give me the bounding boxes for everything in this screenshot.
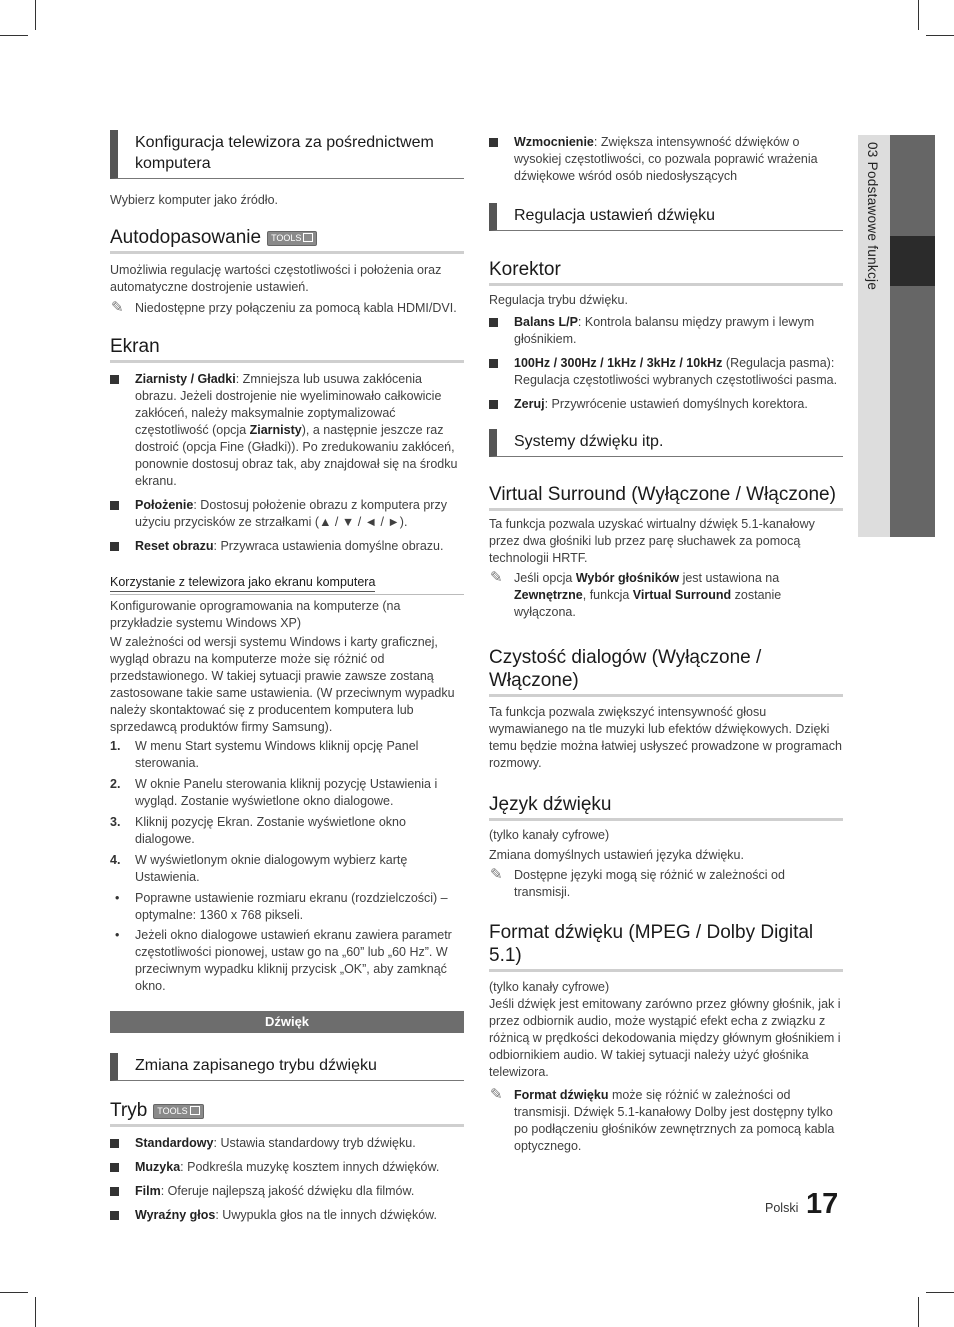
option-label: Ziarnisty	[249, 423, 302, 437]
list-item	[110, 538, 464, 555]
step-number: 3.	[110, 815, 121, 829]
list-item	[110, 776, 464, 810]
audio-language-p2: Zmiana domyślnych ustawień języka dźwięku.	[489, 848, 744, 862]
step-number: 2.	[110, 777, 121, 791]
mode-title-text: Tryb	[110, 1100, 148, 1121]
option-text: : Przywraca ustawienia domyślne obrazu.	[213, 539, 444, 553]
note-text: jest ustawiona na	[679, 571, 780, 585]
dialog-clarity-text: Ta funkcja pozwala zwiększyć intensywność głosu wymawianego na tle muzyki lub efektów dźwiękowych. Dzięki temu będzie można łatwiej usłyszeć prowadzone w programach rozmowy.	[489, 705, 842, 770]
auto-adjust-title-text: Autodopasowanie	[110, 227, 262, 248]
left-column	[110, 130, 464, 1231]
list-item	[110, 738, 464, 772]
tools-icon	[267, 231, 317, 246]
crop-mark	[918, 1297, 919, 1327]
list-item	[110, 1183, 464, 1200]
auto-adjust-note	[110, 300, 464, 317]
option-text: : Zmniejsza lub usuwa zakłócenia obrazu. Jeżeli dostrojenie nie wyeliminowało całkowicie zakłóceń, należy maksymalnie zoptymalizować częstotliwość (opcja	[135, 372, 442, 437]
using-tv-p2: W zależności od wersji systemu Windows i karty graficznej, wygląd obrazu na komputerze może się różnić od przedstawionego. W takiej sytuacji prawie zawsze zostaną zastosowane takie same ustawienia. (W przeciwnym wypadku należy skontaktować się z producentem komputera lub sprzedawcą produktów firmy Samsung).	[110, 635, 455, 734]
option-label: Film	[135, 1184, 161, 1198]
crop-mark	[926, 1292, 954, 1293]
list-item	[489, 396, 843, 413]
option-label: Standardowy	[135, 1136, 214, 1150]
equalizer-intro: Regulacja trybu dźwięku.	[489, 293, 628, 307]
list-item: • Jeżeli okno dialogowe ustawień ekranu zawiera parametr częstotliwości pionowej, ustaw go na „60” lub „60 Hz”. W przeciwnym wypadku kliknij przycisk „OK”, aby zamknąć okno.	[110, 927, 464, 995]
pc-config-heading: Konfiguracja telewizora za pośrednictwem komputera	[110, 130, 464, 179]
step-text: W menu Start systemu Windows kliknij opcję Panel sterowania.	[135, 739, 419, 770]
list-item	[489, 134, 843, 185]
tools-icon-label: TOOLS	[271, 233, 302, 243]
step-text: W oknie Panelu sterowania kliknij pozycję Ustawienia i wygląd. Zostanie wyświetlone okno dialogowe.	[135, 777, 438, 808]
side-tab-label: 03 Podstawowe funkcje	[865, 142, 880, 291]
option-text: : Zwiększa intensywność dźwięków o wysokiej częstotliwości, co pozwala poprawić wrażenia dźwiękowe wśród osób niedosłyszących	[514, 135, 818, 183]
crop-mark	[926, 35, 954, 36]
option-text: : Dostosuj położenie obrazu z komputera przy użyciu przycisków ze strzałkami (▲ / ▼ / ◄ / ►).	[135, 498, 447, 529]
note-text: Dostępne języki mogą się różnić w zależności od transmisji.	[514, 868, 785, 899]
step-number: 4.	[110, 853, 121, 867]
note-text: zostanie wyłączona.	[514, 588, 782, 619]
sound-systems-heading: Systemy dźwięku itp.	[489, 429, 843, 457]
pencil-icon: ✎	[111, 299, 124, 316]
option-text: (Regulacja pasma): Regulacja częstotliwości wybranych częstotliwości pasma.	[514, 356, 838, 387]
divider	[110, 594, 464, 595]
option-text: : Kontrola balansu między prawym i lewym głośnikiem.	[514, 315, 815, 346]
option-text: : Uwypukla głos na tle innych dźwięków.	[215, 1208, 437, 1222]
step-text: W wyświetlonym oknie dialogowym wybierz kartę Ustawienia.	[135, 853, 408, 884]
steps-list	[110, 738, 464, 886]
list-item	[110, 1135, 464, 1152]
step-text: Kliknij pozycję Ekran. Zostanie wyświetlone okno dialogowe.	[135, 815, 406, 846]
sound-section-bar: Dźwięk	[110, 1011, 464, 1033]
pc-config-intro: Wybierz komputer jako źródło.	[110, 193, 279, 207]
using-tv-p1: Konfigurowanie oprogramowania na komputerze (na przykładzie systemu Windows XP)	[110, 599, 401, 630]
crop-mark	[35, 0, 36, 30]
option-label: Wzmocnienie	[514, 135, 594, 149]
list-item	[489, 314, 843, 348]
boost-list	[489, 134, 843, 185]
option-label: Ziarnisty / Gładki	[135, 372, 236, 386]
auto-adjust-title	[110, 226, 464, 254]
mode-options-list	[110, 1135, 464, 1224]
list-item	[110, 497, 464, 531]
note-bold: Virtual Surround	[632, 588, 732, 602]
step-number: 1.	[110, 739, 121, 753]
screen-options-list	[110, 371, 464, 555]
note-text: Jeśli opcja	[514, 571, 576, 585]
crop-mark	[35, 1297, 36, 1327]
note-bold: Format dźwięku	[514, 1088, 609, 1102]
tips-list	[110, 890, 464, 995]
audio-format-p2: Jeśli dźwięk jest emitowany zarówno przez główny głośnik, jak i przez odbiornik audio, może wystąpić efekt echa z związku z różnicą w prędkości dekodowania między głównym głośnikiem i odbiornikiem audio. W takiej sytuacji należy użyć głośnika telewizora.	[489, 997, 841, 1079]
audio-language-note	[489, 867, 843, 901]
list-item	[110, 1207, 464, 1224]
option-label: Wyraźny głos	[135, 1208, 216, 1222]
pencil-icon: ✎	[490, 569, 503, 586]
crop-mark	[918, 0, 919, 30]
auto-adjust-note-text: Niedostępne przy połączeniu za pomocą kabla HDMI/DVI.	[135, 301, 457, 315]
mode-title	[110, 1099, 464, 1127]
equalizer-title: Korektor	[489, 258, 843, 286]
dialog-clarity-title: Czystość dialogów (Wyłączone / Włączone)	[489, 646, 843, 697]
note-bold: Zewnętrzne	[514, 588, 583, 602]
page-number: 17	[806, 1188, 839, 1220]
list-item	[110, 371, 464, 490]
using-tv-heading: Korzystanie z telewizora jako ekranu komputera	[110, 574, 375, 592]
crop-mark	[0, 35, 28, 36]
right-column	[489, 134, 843, 1155]
pencil-icon: ✎	[490, 866, 503, 883]
list-item	[110, 814, 464, 848]
list-item	[489, 355, 843, 389]
audio-format-p1: (tylko kanały cyfrowe)	[489, 980, 610, 994]
auto-adjust-text: Umożliwia regulację wartości częstotliwości i położenia oraz automatyczne dostrojenie ustawień.	[110, 263, 442, 294]
option-text: : Przywrócenie ustawień domyślnych korektora.	[544, 397, 808, 411]
audio-format-note	[489, 1087, 843, 1155]
page-language: Polski	[765, 1201, 799, 1215]
note-text: może się różnić w zależności od transmisji. Dźwięk 5.1-kanałowy Dolby jest dostępny tylko po podłączeniu głośników zewnętrznych za pomocą kabla optycznego.	[514, 1088, 835, 1153]
virtual-surround-text: Ta funkcja pozwala uzyskać wirtualny dźwięk 5.1-kanałowy przez dwa głośniki lub przez parę słuchawek za pomocą technologii HRTF.	[489, 517, 815, 565]
list-item	[110, 852, 464, 886]
option-label: Zeruj	[514, 397, 545, 411]
list-item: • Poprawne ustawienie rozmiaru ekranu (rozdzielczości) – optymalne: 1360 x 768 pikseli.	[110, 890, 464, 924]
option-text: : Podkreśla muzykę kosztem innych dźwięków.	[180, 1160, 440, 1174]
tools-icon-label: TOOLS	[157, 1106, 188, 1116]
option-label: Położenie	[135, 498, 194, 512]
side-tab-marker	[890, 236, 935, 286]
option-text: : Ustawia standardowy tryb dźwięku.	[213, 1136, 416, 1150]
equalizer-options-list	[489, 314, 843, 413]
audio-language-p1: (tylko kanały cyfrowe)	[489, 828, 610, 842]
audio-language-title: Język dźwięku	[489, 793, 843, 821]
option-label: Balans L/P	[514, 315, 578, 329]
sound-mode-heading: Zmiana zapisanego trybu dźwięku	[110, 1053, 464, 1081]
side-tab-dark-strip	[890, 135, 935, 537]
screen-title: Ekran	[110, 335, 464, 363]
tools-icon	[153, 1104, 203, 1119]
audio-format-title: Format dźwięku (MPEG / Dolby Digital 5.1)	[489, 921, 843, 972]
list-item	[110, 1159, 464, 1176]
pencil-icon: ✎	[490, 1086, 503, 1103]
option-label: Reset obrazu	[135, 539, 214, 553]
option-label: 100Hz / 300Hz / 1kHz / 3kHz / 10kHz	[514, 356, 723, 370]
option-label: Muzyka	[135, 1160, 181, 1174]
option-text: : Oferuje najlepszą jakość dźwięku dla filmów.	[160, 1184, 415, 1198]
option-text: ), a następnie jeszcze raz dostroić (opcja Fine (Gładki)). Po zredukowaniu zakłóceń, ponownie dostosuj obraz tak, aby znajdował się na środku ekranu.	[135, 423, 458, 488]
sound-settings-heading: Regulacja ustawień dźwięku	[489, 203, 843, 231]
note-bold: Wybór głośników	[575, 571, 680, 585]
crop-mark	[0, 1292, 28, 1293]
virtual-surround-note	[489, 570, 843, 621]
note-text: , funkcja	[582, 588, 633, 602]
virtual-surround-title: Virtual Surround (Wyłączone / Włączone)	[489, 483, 843, 511]
